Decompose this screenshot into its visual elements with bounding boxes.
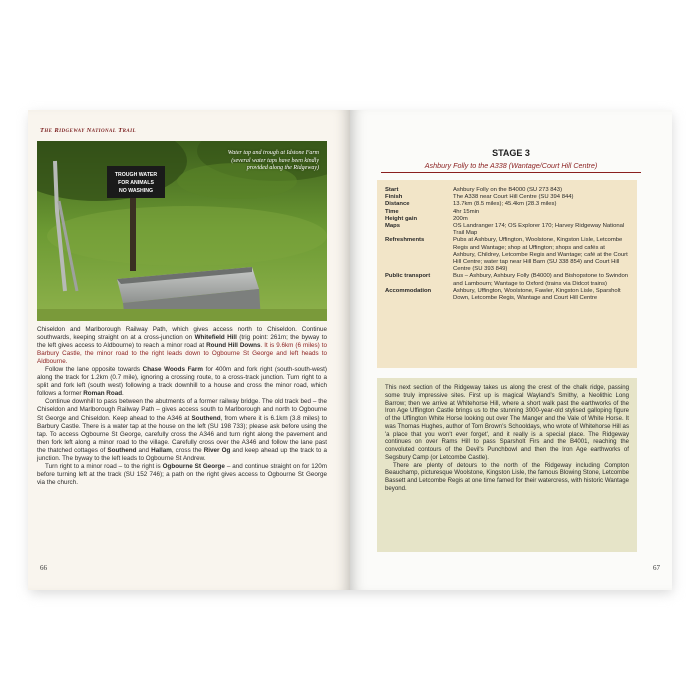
photo-caption: Water tap and trough at Idstone Farm (several water taps have been kindly provided along the Ridgeway) [227,150,319,172]
page-number-right: 67 [653,564,660,572]
info-row-height-gain: Height gain 200m [385,215,468,222]
info-row-start: Start Ashbury Folly on the B4000 (SU 273 843) [385,187,563,193]
stage-title: STAGE 3 [492,148,530,158]
sign-line-3: NO WASHING [118,188,154,194]
paragraph-2: Follow the lane opposite towards Chase Woods Farm for 400m and fork right (south-south-west) along the track for 1.2km (0.7 mile), ignoring a crossing route, to a cross-track junction. Turn right to a split and fork left (south west) following a track downhill to a house and cross the minor road, which follows a former Roman Road. [37,366,327,398]
stage-subtitle: Ashbury Folly to the A338 (Wantage/Court Hill Centre) [424,161,598,170]
trough-photo [37,141,327,321]
right-page [350,110,672,590]
page-number-left: 66 [40,564,47,572]
running-head: The Ridgeway National Trail [40,127,136,134]
sign-line-2: FOR ANIMALS [118,180,154,186]
info-row-refreshments: Refreshments Pubs at Ashbury, Uffington, Woolstone, Kingston Lisle, Letcombe Regis and Wantage; shop at Uffington; shops and cafés at Ashbury, Childrey, Letcombe Regis and Wantage; café at the Court Hill Centre; water tap near Hill Barn (SU 338 854) and Court Hill Centre (SU 393 849) [385,237,628,273]
info-row-maps: Maps OS Landranger 174; OS Explorer 170; Harvey Ridgeway National Trail Map [385,223,625,237]
open-book [28,110,672,590]
info-row-accommodation: Accommodation Ashbury, Uffington, Woolstone, Fawler, Kingston Lisle, Sparsholt Down, Letcombe Regis, Wantage and Court Hill Centre [385,287,621,302]
info-row-time: Time 4hr 15min [385,208,480,215]
title-rule [381,172,641,173]
info-row-distance: Distance 13.7km (8.5 miles); 45.4km (28.3 miles) [385,201,557,208]
description-paragraph-1: This next section of the Ridgeway takes us along the crest of the chalk ridge, passing some truly impressive sites. First up is magical Wayland's Smithy, a Neolithic Long Barrow; then we arrive at Whitehorse Hill, where a short walk past the earthworks of the Iron Age Uffington Castle brings us to the stunning 3000-year-old stylised galloping figure of the Uffington White Horse looking out over The Manger and the Vale of White Horse. It was Thomas Hughes, author of Tom Brown's Schooldays, who wrote of Whitehorse Hill as 'a place that you won't ever forget', and it really is a special place. The Ridgeway continues on over Rams Hill to pass Sparsholt Firs and the B4001, reaching the convoluted contours of the Devil's Punchbowl and then the Iron Age earthworks of Segsbury Camp (or Letcombe Castle). [385,384,629,461]
stage-info-box [377,180,637,368]
description-paragraph-2: There are plenty of detours to the north of the Ridgeway including Compton Beauchamp, picturesque Woolstone, Kingston Lisle, the famous Blowing Stone, Letcombe Bassett and Letcombe Regis at one time famed for their watercress, with historic Wantage beyond. [385,461,629,492]
paragraph-1: Chiseldon and Marlborough Railway Path, which gives access north to Chiseldon. Continue southwards, keeping straight on at a cross-junction on Whitefield Hill (trig point: 261m; the byway to the left gives access to Aldbourne) to reach a minor road at Round Hill Downs. It is 9.6km (6 miles) to Barbury Castle, the minor road to the right leads down to Ogbourne St George and left heads to Aldbourne. [37,326,327,366]
left-page [28,110,350,590]
info-row-finish: Finish The A338 near Court Hill Centre (SU 394 844) [385,194,574,201]
sign-line-1: TROUGH WATER [114,172,158,178]
left-body-text [37,326,327,487]
paragraph-4: Turn right to a minor road – to the right is Ogbourne St George – and continue straight on for 120m before turning left at the track (SU 152 746); a path on the right gives access to Ogbourne St George via the church. [37,462,327,486]
paragraph-3: Continue downhill to pass between the abutments of a former railway bridge. The old track bed – the Chiseldon and Marlborough Railway Path – gives access south to Marlborough and north to Ogbourne St George and Chiseldon. Keep ahead to the A346 at Southend, from where it is 6.1km (3.8 miles) to Barbury Castle. There is a water tap at the house on the left (SU 198 733); please ask before using the tap. To access Ogbourne St George, carefully cross the A346 and turn right along the pavement and then fork left along a minor road to the village. Carefully cross over the A346 and follow the lane past the thatched cottages of Southend and Hallam, cross the River Og and keep ahead up the track to a junction. The byway to the left leads to Ogbourne St Andrew. [37,398,328,462]
info-row-public-transport: Public transport Bus – Ashbury, Ashbury Folly (B4000) and Bishopstone to Swindon and Lambourn; Wantage to Oxford (trains via Didcot trains) [385,273,629,287]
stage-description-box [377,378,637,552]
